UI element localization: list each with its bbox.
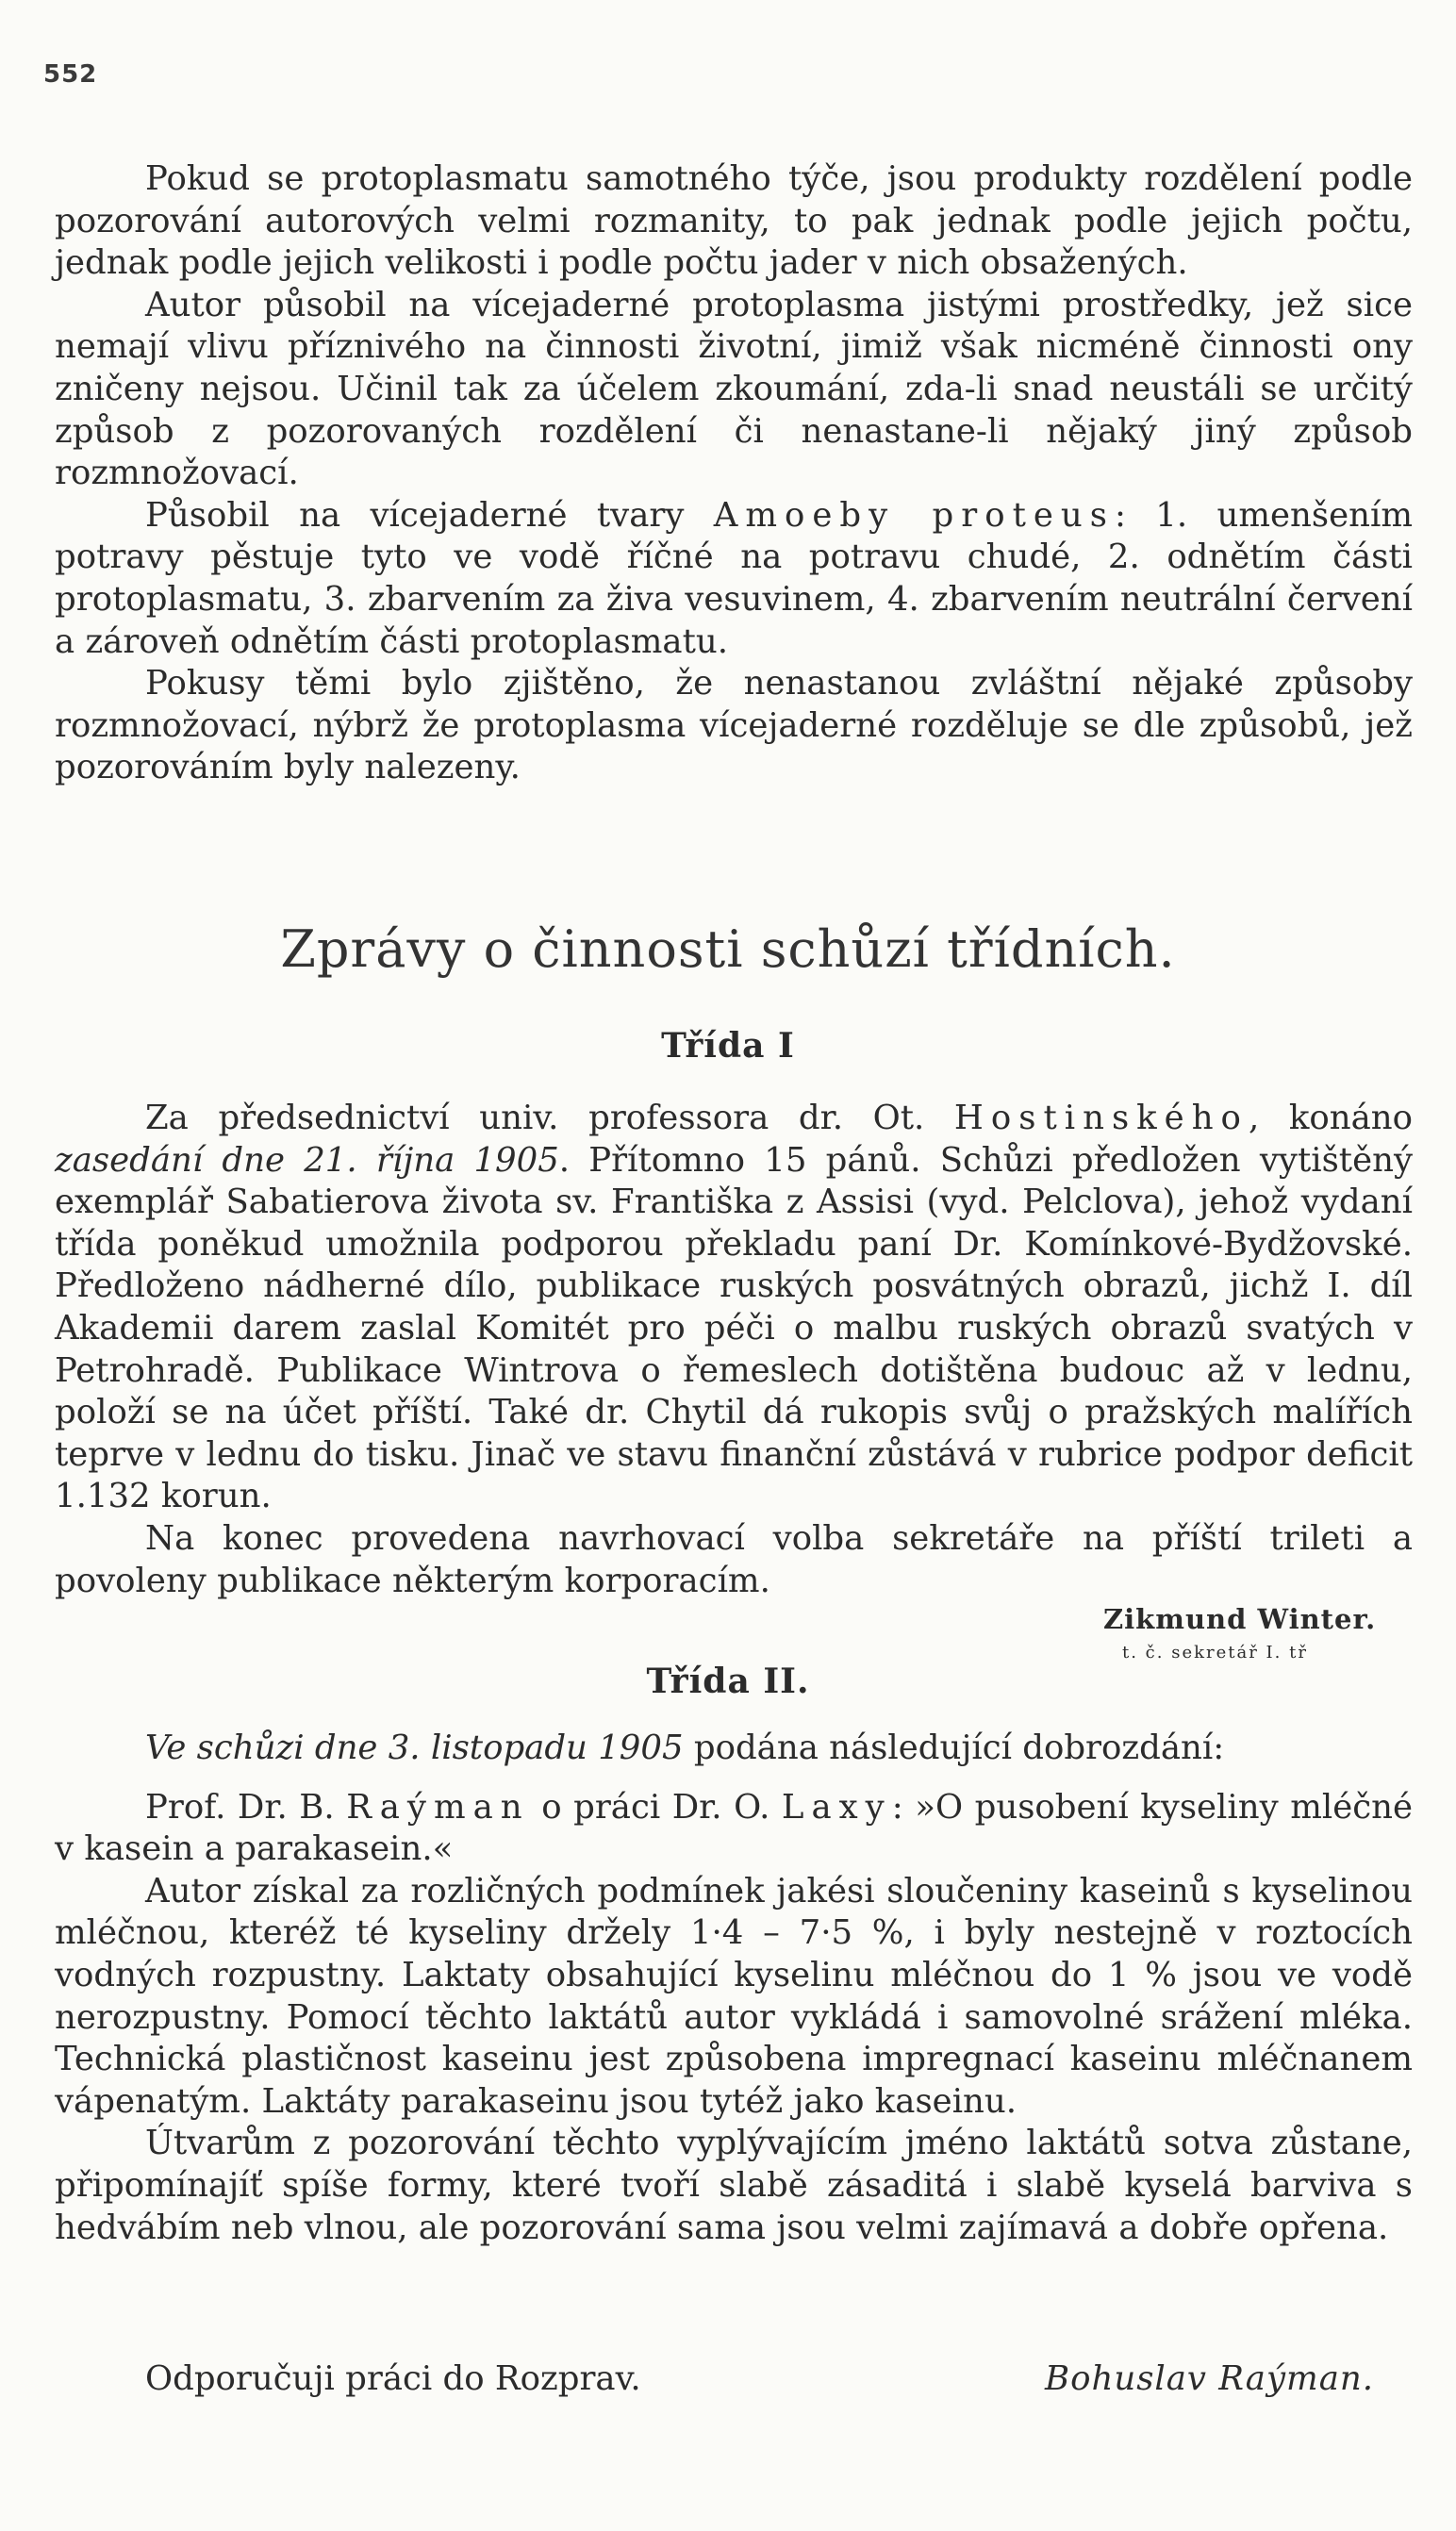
ref-a: Prof. Dr. B. [145,1787,347,1827]
class-1-signature-role: t. č. sekretář I. tř [1122,1643,1308,1663]
intro-p3-before: Působil na vícejaderné tvary [145,495,714,535]
class-1-p1-a: Za předsednictví univ. professora dr. Ot. [145,1099,954,1137]
intro-p3-after: : 1. umenšením potravy pěstuje tyto ve vodě říčné na potravu chudé, 2. odnětím části protoplasmatu, 3. zbarvením za živa vesuvinem, 4. zbarvením neutrální červení a zároveň odnětím části protoplasmatu. [55,495,1414,661]
species-name: Amoeby proteus [713,495,1115,535]
class-2-date-line [55,1728,1413,1770]
class-2-paragraph-2: Útvarům z pozorování těchto vyplývajícím jméno laktátů sotva zůstane, připomínajíť spíše formy, které tvoří slabě zásaditá i slabě kyselá barviva s hedvábím neb vlnou, ale pozorování sama jsou velmi zajímavá a dobře opřena. [55,2124,1413,2247]
chair-name: Hostinského [953,1099,1249,1137]
section-title: Zprávy o činnosti schůzí třídních. [280,919,1176,979]
class-1-signature: Zikmund Winter. [1103,1603,1377,1635]
class-2-date-rest: podána následující dobrozdání: [683,1729,1225,1767]
session-date: zasedání dne 21. října 1905 [55,1140,559,1180]
intro-text [55,158,1413,789]
reviewer-name: Raýman [346,1787,530,1827]
class-2-heading: Třída II. [646,1662,810,1701]
intro-paragraph-1: Pokud se protoplasmatu samotného týče, jsou produkty rozdělení podle pozorování autorových velmi rozmanity, to pak jednak podle jejich počtu, jednak podle jejich velikosti i podle počtu jader v nich obsažených. [55,159,1413,283]
class-1-heading: Třída I [661,1026,795,1066]
ref-b: o práci Dr. O. [529,1787,782,1827]
class-1-p1-b: , konáno [1248,1099,1414,1137]
class-2-report [55,1728,1413,2249]
class-1-paragraph-1 [55,1098,1413,1518]
class-2-reference [55,1787,1413,1871]
intro-paragraph-2: Autor působil na vícejaderné protoplasma jistými prostředky, jež sice nemají vlivu příznivého na činnosti životní, jimiž však nicméně činnosti ony zničeny nejsou. Učinil tak za účelem zkoumání, zda-li snad neustáli se určitý způsob z pozorovaných rozdělení či nenastane-li nějaký jiný způsob rozmnožovací. [55,285,1413,493]
author-name: Laxy [781,1787,892,1827]
class-2-date: Ve schůzi dne 3. listopadu 1905 [145,1729,684,1767]
class-2-paragraph-1: Autor získal za rozličných podmínek jakési sloučeniny kaseinů s kyselinou mléčnou, kteréž té kyseliny držely 1·4 – 7·5 %, i byly nestejně v roztocích vodných rozpustny. Laktaty obsahující kyselinu mléčnou do 1 % jsou ve vodě nerozpustny. Pomocí těchto laktátů autor vykládá i samovolné srážení mléka. Technická plastičnost kaseinu jest způsobena impregnací kaseinu mléčnanem vápenatým. Laktáty parakaseinu jsou tytéž jako kaseinu. [55,1871,1413,2121]
intro-paragraph-4: Pokusy těmi bylo zjištěno, že nenastanou zvláštní nějaké způsoby rozmnožovací, nýbrž že protoplasma vícejaderné rozděluje se dle způsobů, jež pozorováním byly nalezeny. [55,664,1413,787]
intro-paragraph-3 [55,495,1413,663]
ref-c: : »O pusobení kyseliny mléčné v kasein a parakasein.« [55,1787,1413,1869]
closing-text: Odporučuji práci do Rozprav. [145,2359,641,2398]
page-number: 552 [43,60,98,89]
class-2-signature: Bohuslav Raýman. [1045,2359,1375,2398]
class-1-p1-c: . Přítomno 15 pánů. Schůzi předložen vytištěný exemplář Sabatierova života sv. Františka z Assisi (vyd. Pelclova), jehož vydaní třída poněkud umožnila podporou překladu paní Dr. Komínkové-Bydžovské. Předloženo nádherné dílo, publikace ruských posvátných obrazů, jichž I. díl Akademii darem zaslal Komitét pro péči o malbu ruských obrazů svatých v Petrohradě. Publikace Wintrova o řemeslech dotištěna budouc až v lednu, položí se na účet příští. Také dr. Chytil dá rukopis svůj o pražských malířích teprve v lednu do tisku. Jinač ve stavu finanční zůstává v rubrice podpor deficit 1.132 korun. [55,1140,1413,1516]
class-1-report [55,1098,1413,1602]
class-1-paragraph-2: Na konec provedena navrhovací volba sekretáře na příští trileti a povoleny publikace některým korporacím. [55,1518,1413,1600]
